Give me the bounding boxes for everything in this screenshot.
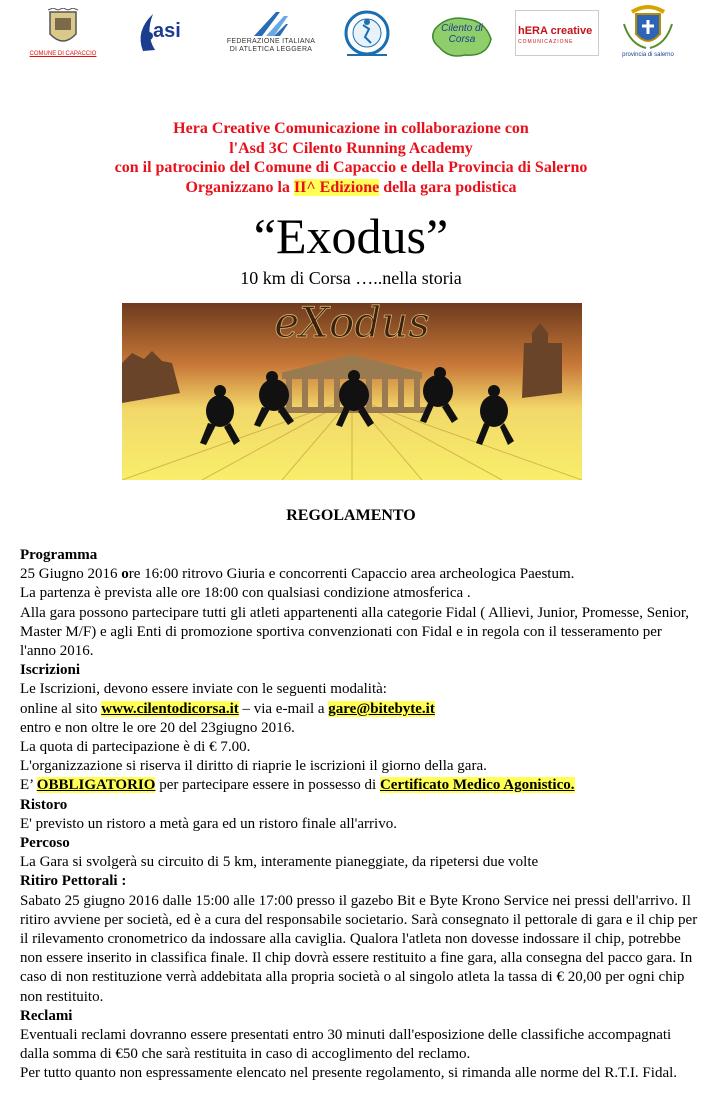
running-academy-icon	[343, 9, 391, 61]
programma-line-3: Alla gara possono partecipare tutti gli atleti appartenenti alla categorie Fidal ( Allievi, Junior, Promesse, Senior, Master M/F) e agli Enti di promozione sportiva convenzionati con Fidal e in regola con il tesseramento per l'anno 2016.	[20, 604, 690, 660]
reclami-line-2: Per tutto quanto non espressamente elencato nel presente regolamento, si rimanda alle norme del R.T.I. Fidal.	[20, 1065, 678, 1082]
hera-label: hERA creative	[518, 25, 593, 37]
certificato-highlight: Certificato Medico Agonistico.	[379, 777, 575, 794]
reclami-heading: Reclami	[20, 1007, 73, 1024]
programma-heading: Programma	[20, 547, 98, 563]
fidal-label: FEDERAZIONE ITALIANA DI ATLETICA LEGGERA	[226, 38, 316, 53]
asi-label: asi	[153, 20, 181, 42]
ritiro-heading: Ritiro Pettorali :	[20, 873, 127, 890]
header-line-2: l'Asd 3C Cilento Running Academy	[229, 139, 473, 157]
hera-sub-label: COMUNICAZIONE	[518, 39, 574, 45]
website-link[interactable]: www.cilentodicorsa.it	[101, 700, 239, 717]
programma-meeting: re 16:00 ritrovo Giuria e concorrenti Capaccio area archeologica Paestum.	[128, 566, 575, 583]
fidal-logo	[218, 10, 324, 56]
programma-bold-o: o	[121, 566, 129, 583]
header-line-4-pre: Organizzano la	[185, 178, 294, 196]
provincia-logo	[620, 4, 676, 62]
regulations-body	[20, 546, 700, 1084]
ristoro-heading: Ristoro	[20, 796, 68, 813]
header-line-3: con il patrocinio del Comune di Capaccio e della Provincia di Salerno	[114, 159, 588, 176]
capaccio-logo	[28, 8, 98, 58]
iscrizioni-line-3: entro e non oltre le ore 20 del 23giugno 2016.	[20, 719, 295, 736]
programma-line-1	[20, 565, 700, 584]
iscrizioni-heading: Iscrizioni	[20, 662, 80, 679]
banner-title-text: eXodus	[274, 303, 430, 347]
iscrizioni-e-label: E’	[20, 777, 37, 794]
iscrizioni-line-5: L'organizzazione si riserva il diritto di riaprie le iscrizioni il giorno della gara.	[20, 758, 487, 775]
asi-logo	[133, 6, 193, 58]
event-subtitle: 10 km di Corsa …..nella storia	[240, 268, 462, 288]
iscrizioni-email-label: – via e-mail a	[238, 700, 329, 717]
obbligatorio-highlight: OBBLIGATORIO	[36, 777, 156, 794]
provincia-crest-icon	[620, 4, 676, 52]
header-line-4	[0, 178, 702, 198]
capaccio-label: COMUNE DI CAPACCIO	[29, 51, 97, 57]
iscrizioni-line-1: Le Iscrizioni, devono essere inviate con le seguenti modalità:	[20, 681, 387, 698]
iscrizioni-online-label: online al sito	[20, 700, 102, 717]
hera-logo	[515, 10, 599, 56]
edition-highlight: II^ Edizione	[293, 178, 380, 196]
percoso-heading: Percoso	[20, 835, 70, 852]
fidal-mark-icon	[218, 10, 324, 38]
cilento-di-corsa-logo	[427, 9, 497, 61]
logo-strip	[0, 0, 702, 70]
iscrizioni-line-2	[20, 700, 700, 719]
cilento-label: Cilento di Corsa	[441, 23, 483, 45]
running-academy-logo	[343, 9, 391, 61]
header-line-4-post: della gara podistica	[379, 178, 517, 196]
event-title: “Exodus”	[253, 208, 449, 264]
ristoro-text: E' previsto un ristoro a metà gara ed un ristoro finale all'arrivo.	[20, 815, 397, 832]
iscrizioni-requirement-text: per partecipare essere in possesso di	[155, 777, 380, 794]
regolamento-heading: REGOLAMENTO	[286, 507, 416, 524]
organizers-header	[0, 119, 702, 197]
provincia-label: provincia di salerno	[622, 52, 674, 58]
capaccio-crest-icon	[28, 8, 98, 50]
iscrizioni-line-4: La quota di partecipazione è di € 7.00.	[20, 739, 251, 756]
ritiro-text: Sabato 25 giugno 2016 dalle 15:00 alle 17:00 presso il gazebo Bit e Byte Krono Service nei pressi dell'arrivo. Il ritiro avviene per società, ed è a cura del responsabile societario. Sarà consegnato il pettorale di gara e il chip per il rilevamento cronometrico da indossare alla caviglia. Qualora l'atleta non dovesse indossare il chip, potrebbe non essere inserito in classifica finale. Il chip dovrà essere restituito a fine gara, alla consegna del pacco gara. In caso di non restituzione verrà addebitata alla propria società o al singolo atleta la tassa di € 20,00 per ogni chip non restituito.	[20, 892, 698, 1005]
reclami-line-1: Eventuali reclami dovranno essere presentati entro 30 minuti dall'esposizione delle classifiche accompagnati dalla somma di €50 che sarà restituita in caso di accoglimento del reclamo.	[20, 1027, 672, 1063]
programma-line-2: La partenza è prevista alle ore 18:00 con qualsiasi condizione atmosferica .	[20, 585, 471, 602]
iscrizioni-line-6	[20, 776, 700, 795]
email-link[interactable]: gare@bitebyte.it	[328, 700, 435, 717]
header-line-1: Hera Creative Comunicazione in collaborazione con	[173, 120, 529, 137]
percoso-text: La Gara si svolgerà su circuito di 5 km, interamente pianeggiate, da ripetersi due volte	[20, 854, 539, 871]
exodus-banner	[122, 303, 582, 480]
programma-date: 25 Giugno 2016	[20, 566, 122, 583]
exodus-banner-illustration	[122, 303, 582, 480]
